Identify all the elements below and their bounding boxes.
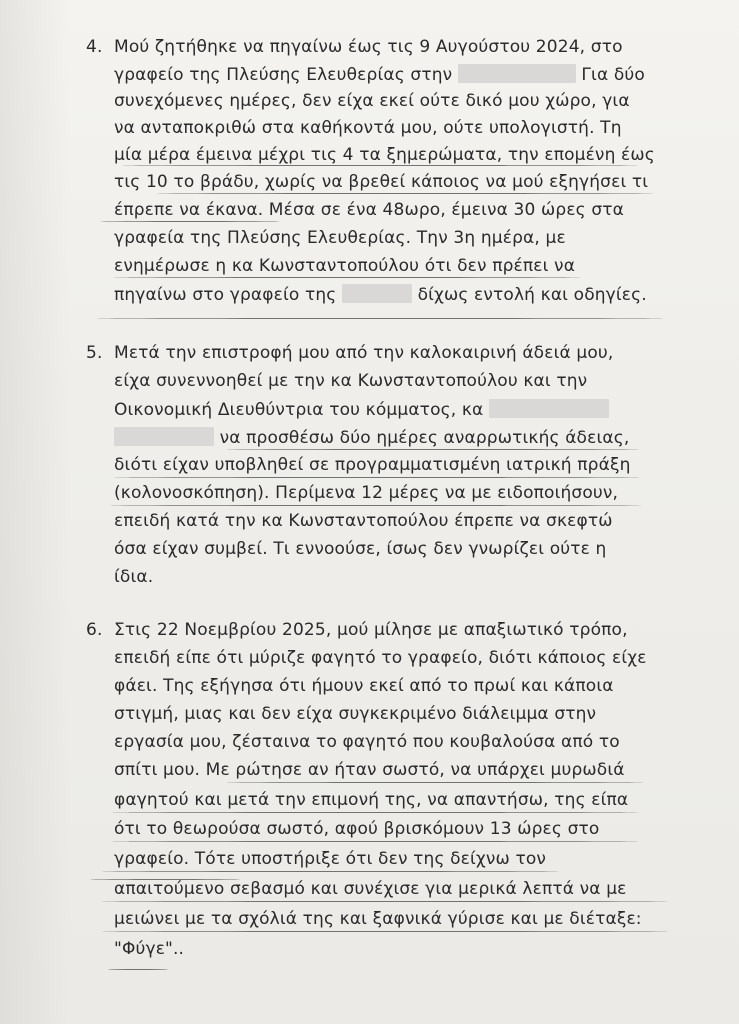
text-line: να προσθέσω δύο ημέρες αναρρωτικής άδειας, [114,427,629,448]
text-line: μειώνει με τα σχόλιά της και ξαφνικά γύρισε και με διέταξε: [114,909,642,929]
redacted-block [342,284,412,303]
text-line: έπρεπε να έκανα. Μέσα σε ένα 48ωρο, έμεινα 30 ώρες στα [114,200,625,220]
pen-underline [110,812,640,813]
text-line: σπίτι μου. Με ρώτησε αν ήταν σωστό, να υπάρχει μυρωδιά [114,760,625,780]
text-line: γραφεία της Πλεύσης Ελευθερίας. Την 3η ημέρα, με [114,228,566,248]
pen-underline [225,449,640,450]
item-number: 6. [86,620,103,640]
text-line: ότι το θεωρούσα σωστό, αφού βρισκόμουν 13 ώρες στο [114,819,600,839]
pen-underline [100,871,560,872]
pen-underline [108,969,168,970]
pen-underline [112,477,642,478]
text-line: (κολονοσκόπηση). Περίμενα 12 μέρες να με ειδοποιήσουν, [114,483,619,503]
pen-underline [100,901,670,902]
text-line: Μού ζητήθηκε να πηγαίνω έως τις 9 Αυγούστου 2024, στο [114,37,623,57]
text-line: ίδια. [114,567,154,587]
pen-underline [155,193,655,194]
text-line: εργασία μου, ζέσταινα το φαγητό που κουβαλούσα από το [114,732,620,752]
redacted-block [489,399,609,418]
text-line: διότι είχαν υποβληθεί σε προγραμματισμένη ιατρική πράξη [114,455,631,475]
redacted-block [114,427,214,446]
text-line: γραφείο της Πλεύσης Ελευθερίας στην Για δύο [114,65,645,85]
pen-underline [95,318,665,319]
pen-underline [100,931,670,932]
text-line: "Φύγε".. [114,939,185,959]
text-line: επειδή είπε ότι μύριζε φαγητό το γραφείο, διότι κάποιος είχε [114,648,647,668]
pen-underline [110,841,640,842]
pen-underline [120,165,640,166]
text-line: πηγαίνω στο γραφείο της δίχως εντολή και οδηγίες. [114,285,647,305]
text-line: Μετά την επιστροφή μου από την καλοκαιρινή άδειά μου, [114,343,614,363]
text-line: τις 10 το βράδυ, χωρίς να βρεθεί κάποιος να μού εξηγήσει τι [114,172,649,192]
text-line: Στις 22 Νοεμβρίου 2025, μού μίλησε με απαξιωτικό τρόπο, [114,620,628,640]
redacted-block [458,64,576,83]
text-line: είχα συνεννοηθεί με την κα Κωνσταντοπούλου και την [114,371,588,391]
page-shadow [0,0,70,1024]
text-line: ενημέρωσε η κα Κωνσταντοπούλου ότι δεν πρέπει να [114,256,576,276]
pen-underline [112,277,582,278]
text-line: γραφείο. Τότε υποστήριξε ότι δεν της δείχνω τον [114,849,547,869]
text-line: όσα είχαν συμβεί. Τι εννοούσε, ίσως δεν γνωρίζει ούτε η [114,539,607,559]
text-line: επειδή κατά την κα Κωνσταντοπούλου έπρεπε να σκεφτώ [114,511,613,531]
item-number: 5. [86,343,103,363]
text-line: απαιτούμενο σεβασμό και συνέχισε για μερικά λεπτά να με [114,879,627,899]
text-line: φάει. Της εξήγησα ότι ήμουν εκεί από το πρωί και κάποια [114,676,614,696]
pen-underline [100,221,280,222]
text-line: μία μέρα έμεινα μέχρι τις 4 τα ξημερώματα, την επομένη έως [114,145,655,165]
pen-underline [108,505,643,506]
text-line: φαγητού και μετά την επιμονή της, να απαντήσω, της είπα [114,790,629,810]
text-line: να ανταποκριθώ στα καθήκοντά μου, ούτε υπολογιστή. Τη [114,118,622,138]
item-number: 4. [86,37,103,57]
text-line: στιγμή, μιας και δεν είχα συγκεκριμένο διάλειμμα στην [114,704,597,724]
text-line: Οικονομική Διευθύντρια του κόμματος, κα [114,399,609,420]
pen-underline [225,782,645,783]
text-line: συνεχόμενες ημέρες, δεν είχα εκεί ούτε δικό μου χώρο, για [114,91,630,111]
pen-underline [90,879,240,880]
